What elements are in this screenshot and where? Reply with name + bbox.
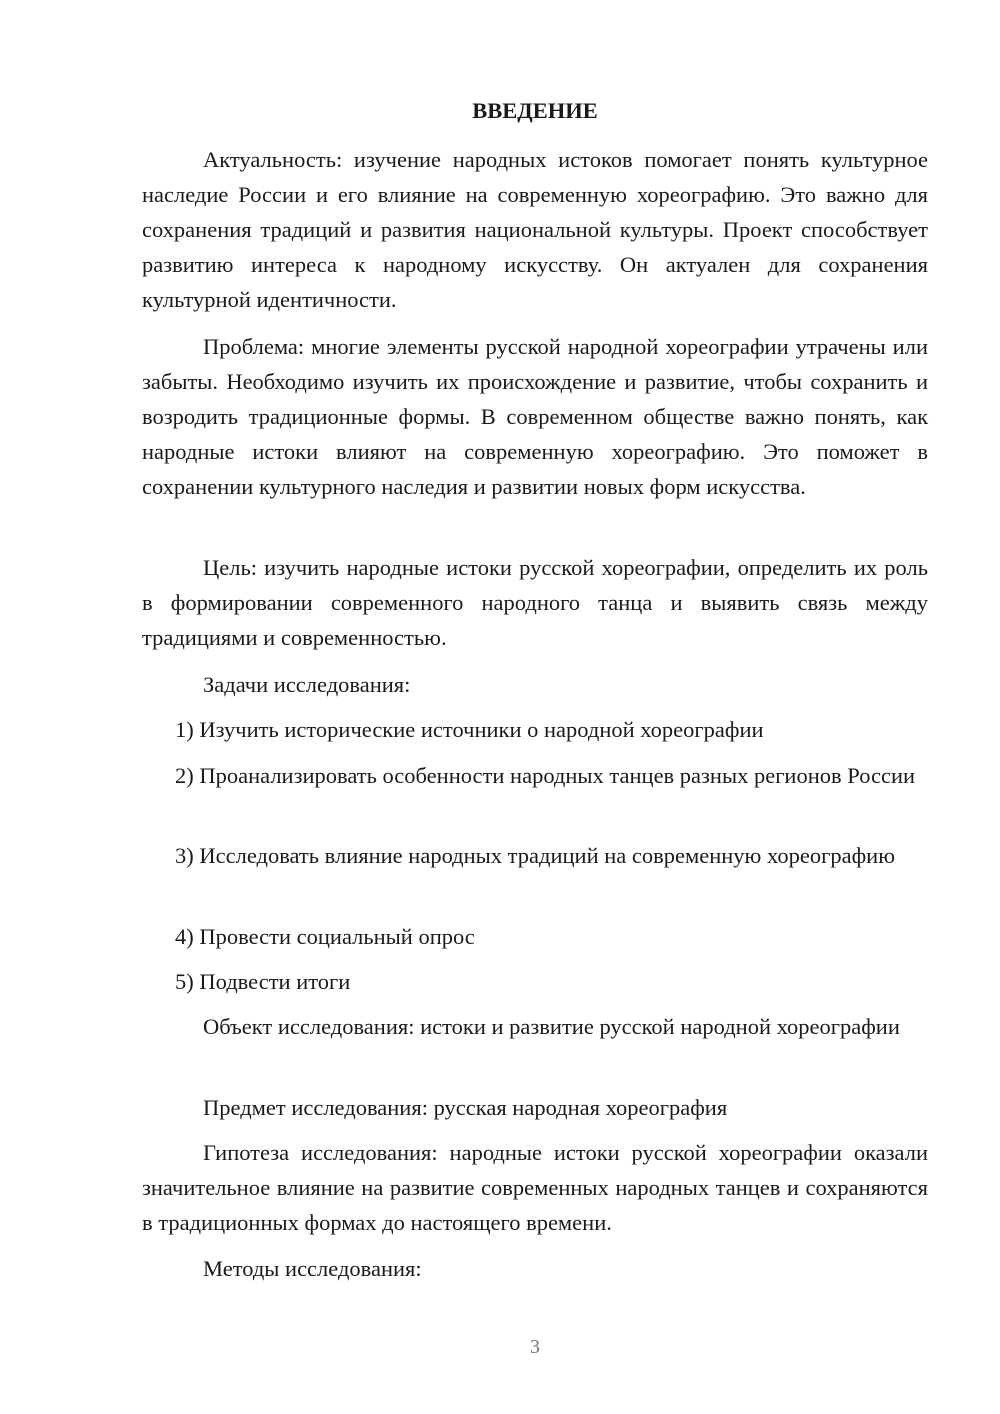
tasks-heading: Задачи исследования:	[203, 672, 411, 697]
methods-paragraph: Методы исследования:	[203, 1256, 422, 1281]
task-item-4: 4) Провести социальный опрос	[175, 924, 475, 949]
problem-paragraph: Проблема: многие элементы русской народной хореографии утрачены или забыты. Необходимо изучить их происхождение и развитие, чтобы сохранить и возродить традиционные формы. В современном обществе важно понять, как народные истоки влияют на современную хореографию. Это поможет в сохранении культурного наследия и развитии новых форм искусства.	[142, 334, 928, 499]
task-item-3: 3) Исследовать влияние народных традиций на современную хореографию	[175, 843, 895, 868]
task-item-5: 5) Подвести итоги	[175, 969, 351, 994]
subject-paragraph: Предмет исследования: русская народная хореография	[203, 1095, 728, 1120]
goal-paragraph: Цель: изучить народные истоки русской хореографии, определить их роль в формировании современного народного танца и выявить связь между традициями и современностью.	[142, 555, 928, 650]
task-item-2: 2) Проанализировать особенности народных танцев разных регионов России	[175, 763, 916, 788]
task-item-1: 1) Изучить исторические источники о народной хореографии	[175, 717, 764, 742]
relevance-paragraph: Актуальность: изучение народных истоков помогает понять культурное наследие России и его влияние на современную хореографию. Это важно для сохранения традиций и развития национальной культуры. Проект способствует развитию интереса к народному искусству. Он актуален для сохранения культурной идентичности.	[142, 147, 928, 312]
page-title: ВВЕДЕНИЕ	[472, 98, 598, 123]
hypothesis-paragraph: Гипотеза исследования: народные истоки русской хореографии оказали значительное влияние на развитие современных народных танцев и сохраняются в традиционных формах до настоящего времени.	[142, 1140, 928, 1235]
object-paragraph: Объект исследования: истоки и развитие русской народной хореографии	[203, 1014, 900, 1039]
page-number: 3	[530, 1336, 540, 1358]
